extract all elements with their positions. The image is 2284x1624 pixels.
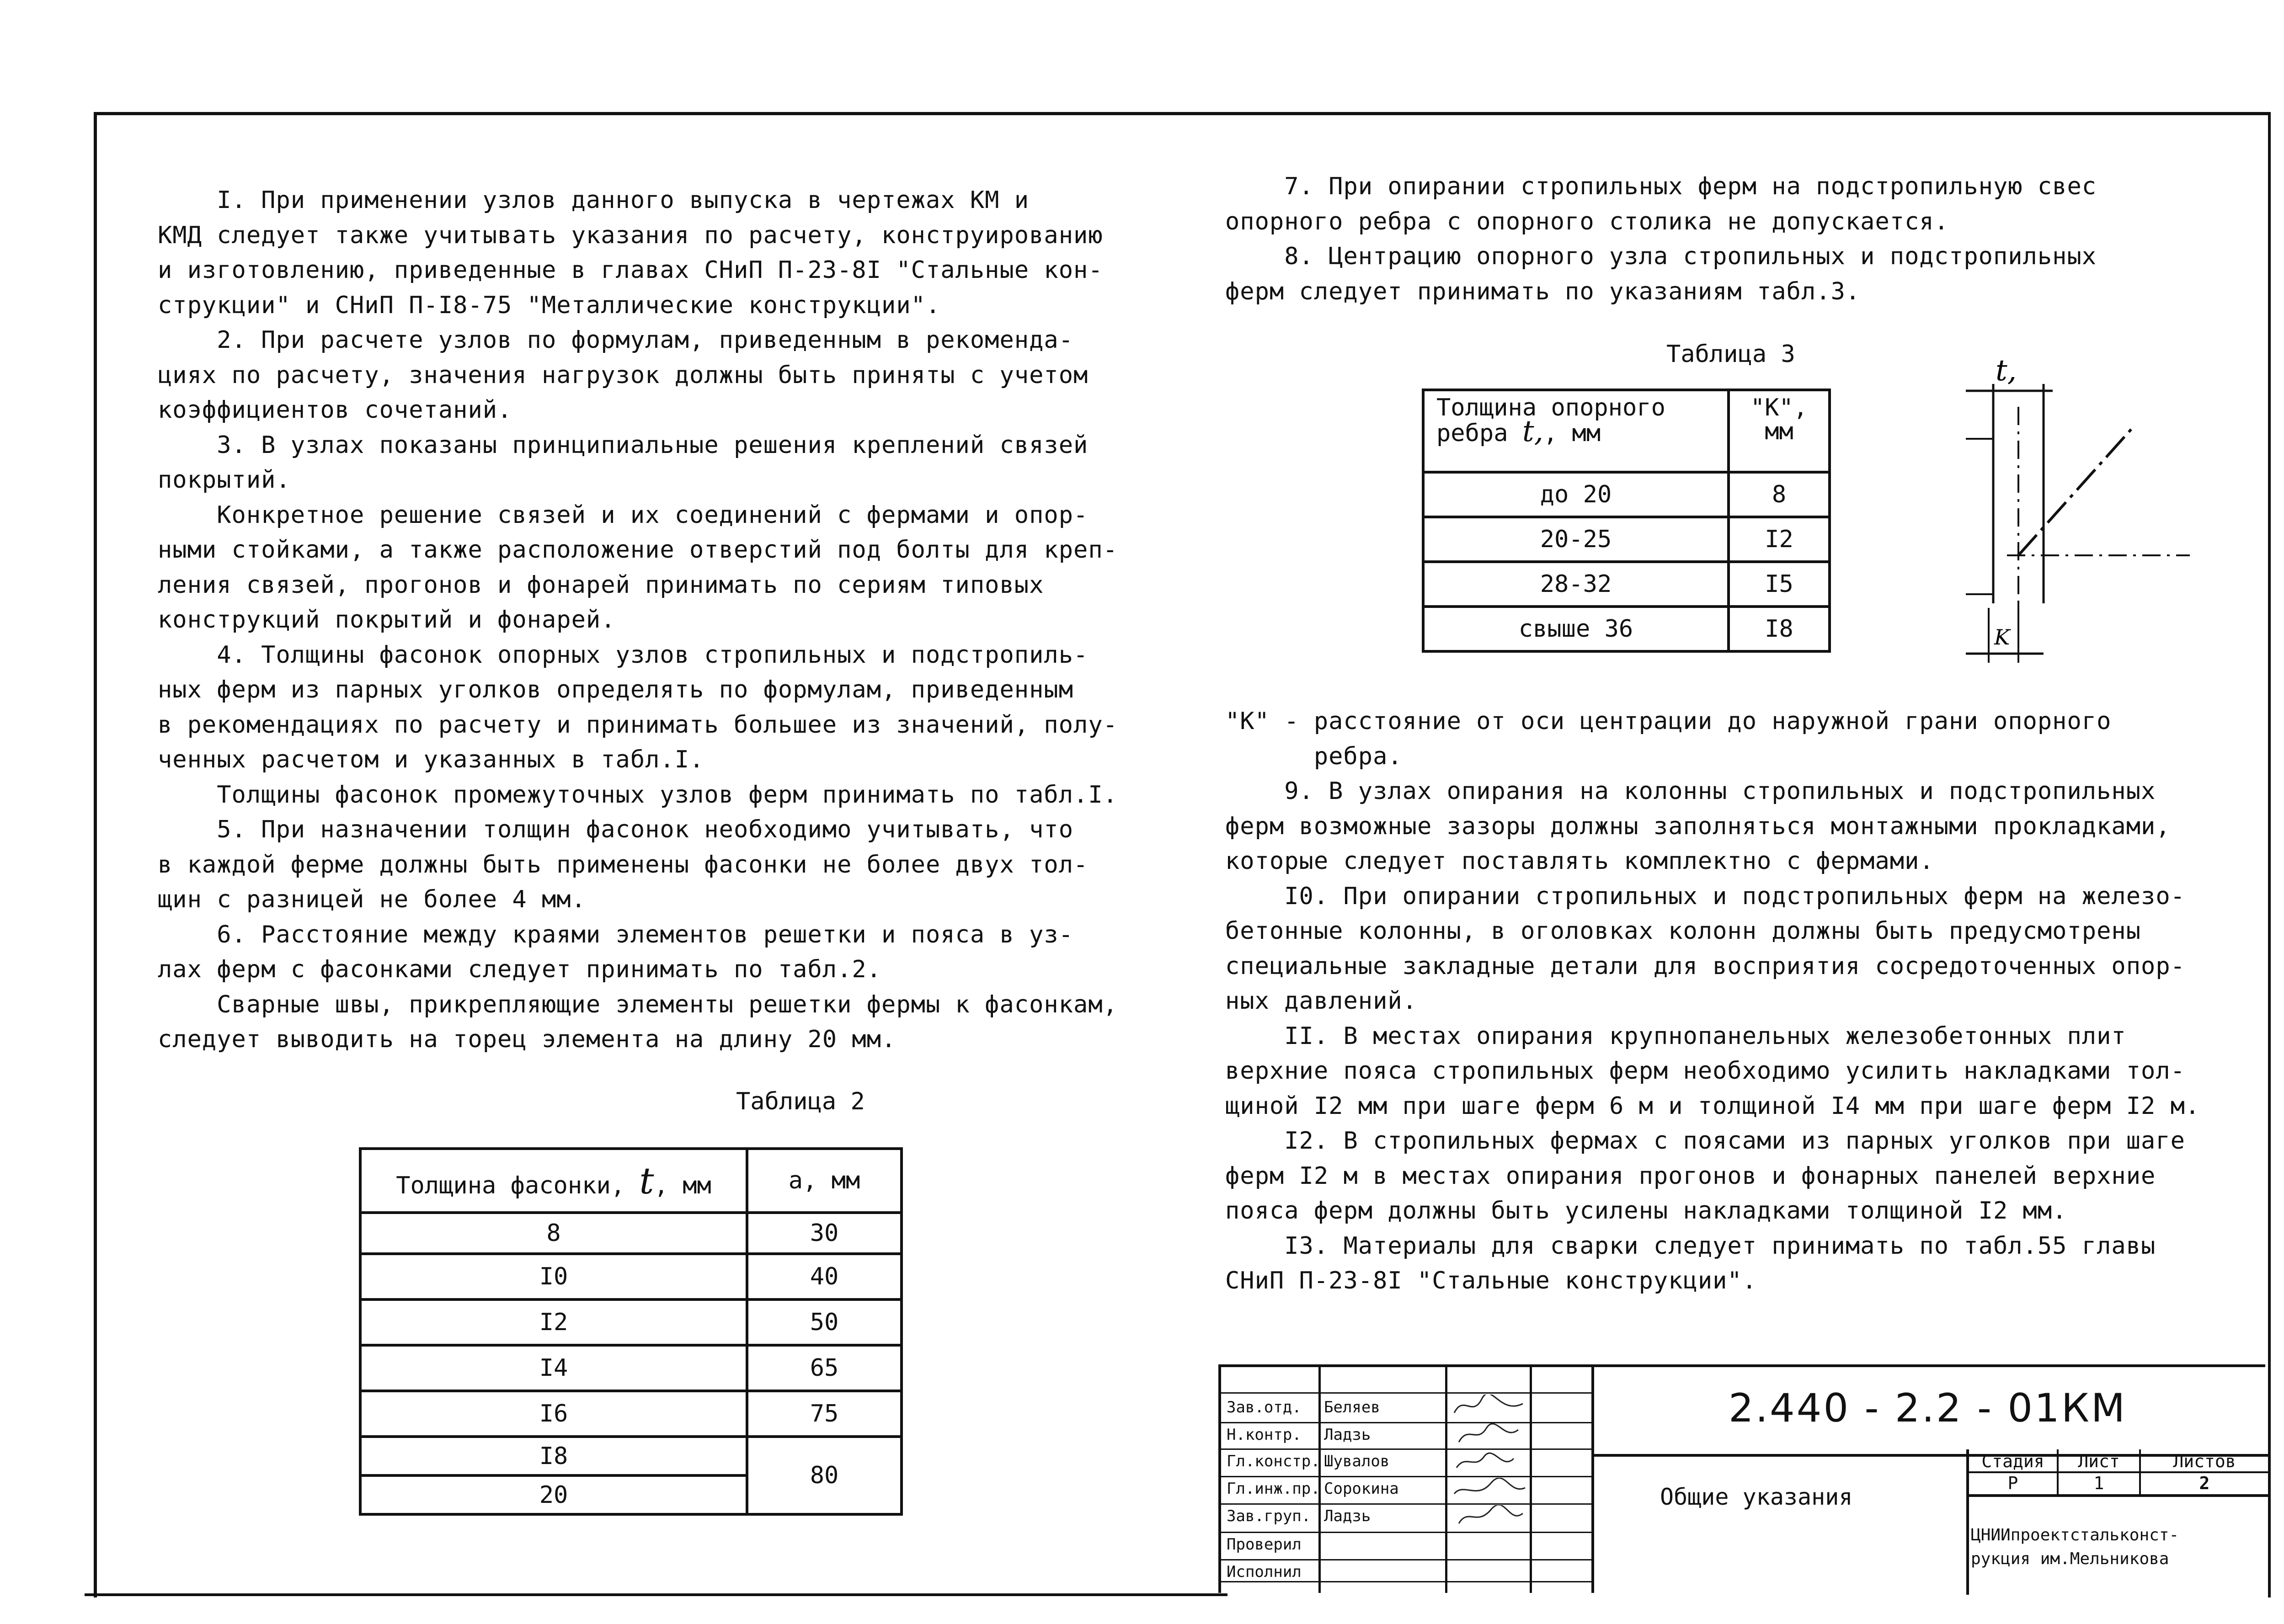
text-line: следует выводить на торец элемента на длину 20 мм. [158, 1026, 897, 1053]
frame-bottom-line [85, 1593, 1227, 1596]
text-line: лах ферм с фасонками следует принимать по табл.2. [158, 956, 882, 983]
left-column-text [158, 183, 1118, 1057]
table-row: I8 80 [360, 1437, 902, 1475]
organization-name: ЦНИИпроектстальконст- рукция им.Мельникова [1971, 1526, 2179, 1568]
table2-caption: Таблица 2 [736, 1088, 865, 1115]
title-block: Зав.отд. Беляев Н.контр. Ладзь Гл.констр. Шувалов Гл.инж.пр. Сорокина Зав.груп. Ладзь Проверил Исполнил 2.440 - 2.2 - 01КМ Общие указания Стадия Лист Листов Р 1 2 ЦНИИпроектстальконст- рукция им.Мельникова [1218, 1364, 2265, 1593]
text-line: 8. Центрацию опорного узла стропильных и подстропильных [1225, 243, 2097, 270]
text-line: 5. При назначении толщин фасонок необходимо учитывать, что [158, 816, 1074, 843]
text-line: I0. При опирании стропильных и подстропильных ферм на железо- [1225, 882, 2185, 910]
text-line: СНиП П-23-8I "Стальные конструкции". [1225, 1267, 1757, 1294]
text-line: 6. Расстояние между краями элементов решетки и пояса в уз- [158, 921, 1074, 948]
table-row: I6 75 [360, 1391, 902, 1437]
table-row: 20-25 I2 [1423, 517, 1830, 562]
text-line: Сварные швы, прикрепляющие элементы решетки фермы к фасонкам, [158, 990, 1118, 1018]
table3-header-thickness: Толщина опорного ребра t,, мм [1423, 390, 1729, 472]
text-line: циях по расчету, значения нагрузок должны быть приняты с учетом [158, 361, 1089, 389]
text-line: Конкретное решение связей и их соединений с фермами и опор- [158, 501, 1089, 529]
text-line: ных давлений. [1225, 987, 1417, 1015]
text-line: 4. Толщины фасонок опорных узлов стропильных и подстропиль- [158, 641, 1089, 669]
table-row: I4 65 [360, 1345, 902, 1391]
text-line: ных ферм из парных уголков определять по формулам, приведенным [158, 676, 1074, 703]
signature [1450, 1478, 1527, 1501]
text-line: "К" - расстояние от оси центрации до наружной грани опорного [1225, 708, 2112, 735]
right-column-text-top [1225, 169, 2097, 309]
table-row: свыше 36 I8 [1423, 607, 1830, 651]
signature [1450, 1423, 1527, 1446]
text-line: 7. При опирании стропильных ферм на подстропильную свес [1225, 173, 2097, 200]
signature [1450, 1395, 1527, 1417]
text-line: в каждой ферме должны быть применены фасонки не более двух тол- [158, 851, 1089, 879]
text-line: специальные закладные детали для восприятия сосредоточенных опор- [1225, 952, 2185, 980]
text-line: ления связей, прогонов и фонарей принимать по сериям типовых [158, 571, 1044, 599]
text-line: I2. В стропильных фермах с поясами из парных уголков при шаге [1225, 1127, 2185, 1155]
table2-header-thickness: Толщина фасонки, t, мм [360, 1149, 747, 1213]
document-code: 2.440 - 2.2 - 01КМ [1729, 1385, 2127, 1431]
text-line: КМД следует также учитывать указания по расчету, конструированию [158, 221, 1103, 249]
diagram-label-k: K [1994, 625, 2010, 650]
table-3 [1422, 389, 1831, 653]
text-line: Толщины фасонок промежуточных узлов ферм принимать по табл.I. [158, 781, 1118, 809]
text-line: и изготовлению, приведенные в главах СНиП П-23-8I "Стальные кон- [158, 256, 1103, 284]
text-line: покрытий. [158, 466, 291, 494]
text-line: струкции" и СНиП П-I8-75 "Металлические конструкции". [158, 291, 941, 319]
text-line: щин с разницей не более 4 мм. [158, 886, 586, 913]
text-line: ченных расчетом и указанных в табл.I. [158, 746, 704, 773]
table-row: 20 [360, 1475, 902, 1514]
text-line: коэффициентов сочетаний. [158, 396, 512, 424]
right-column-text-bottom [1225, 704, 2200, 1299]
text-line: I3. Материалы для сварки следует принимать по табл.55 главы [1225, 1232, 2156, 1260]
text-line: пояса ферм должны быть усилены накладками толщиной I2 мм. [1225, 1197, 2067, 1225]
table-row: I2 50 [360, 1299, 902, 1345]
text-line: 9. В узлах опирания на колонны стропильных и подстропильных [1225, 777, 2156, 805]
text-line: ными стойками, а также расположение отверстий под болты для креп- [158, 536, 1118, 564]
signature [1450, 1505, 1527, 1528]
text-line: бетонные колонны, в оголовках колонн должны быть предусмотрены [1225, 917, 2141, 945]
text-line: 2. При расчете узлов по формулам, приведенным в рекоменда- [158, 326, 1074, 354]
text-line: ферм возможные зазоры должны заполняться монтажными прокладками, [1225, 812, 2171, 840]
sheet-title: Общие указания [1660, 1484, 1853, 1510]
text-line: ферм I2 м в местах опирания прогонов и фонарных панелей верхние [1225, 1162, 2156, 1190]
text-line: I. При применении узлов данного выпуска в чертежах КМ и [158, 186, 1030, 214]
diagram-label-t: t, [1996, 354, 2017, 388]
table-2 [359, 1147, 903, 1516]
text-line: 3. В узлах показаны принципиальные решения креплений связей [158, 431, 1089, 459]
table-row: до 20 8 [1423, 472, 1830, 517]
text-line: II. В местах опирания крупнопанельных железобетонных плит [1225, 1022, 2126, 1050]
text-line: ферм следует принимать по указаниям табл.3. [1225, 277, 1861, 305]
diagonal-member [2018, 425, 2135, 555]
signature [1450, 1450, 1527, 1473]
text-line: ребра. [1225, 742, 1403, 770]
support-rib-diagram [1934, 347, 2190, 676]
text-line: в рекомендациях по расчету и принимать большее из значений, полу- [158, 711, 1118, 739]
table-row: 8 30 [360, 1213, 902, 1254]
table3-header-k: "К", мм [1729, 390, 1830, 472]
text-line: щиной I2 мм при шаге ферм 6 м и толщиной I4 мм при шаге ферм I2 м. [1225, 1092, 2200, 1120]
text-line: опорного ребра с опорного столика не допускается. [1225, 208, 1949, 235]
stage-sheet-box: Стадия Лист Листов Р 1 2 [1966, 1449, 2268, 1518]
table-row: I0 40 [360, 1254, 902, 1299]
table-row: 28-32 I5 [1423, 562, 1830, 607]
text-line: конструкций покрытий и фонарей. [158, 606, 616, 634]
table3-caption: Таблица 3 [1666, 341, 1795, 368]
table2-header-a: а, мм [747, 1149, 902, 1213]
text-line: которые следует поставлять комплектно с фермами. [1225, 847, 1934, 875]
text-line: верхние пояса стропильных ферм необходимо усилить накладками тол- [1225, 1057, 2185, 1085]
